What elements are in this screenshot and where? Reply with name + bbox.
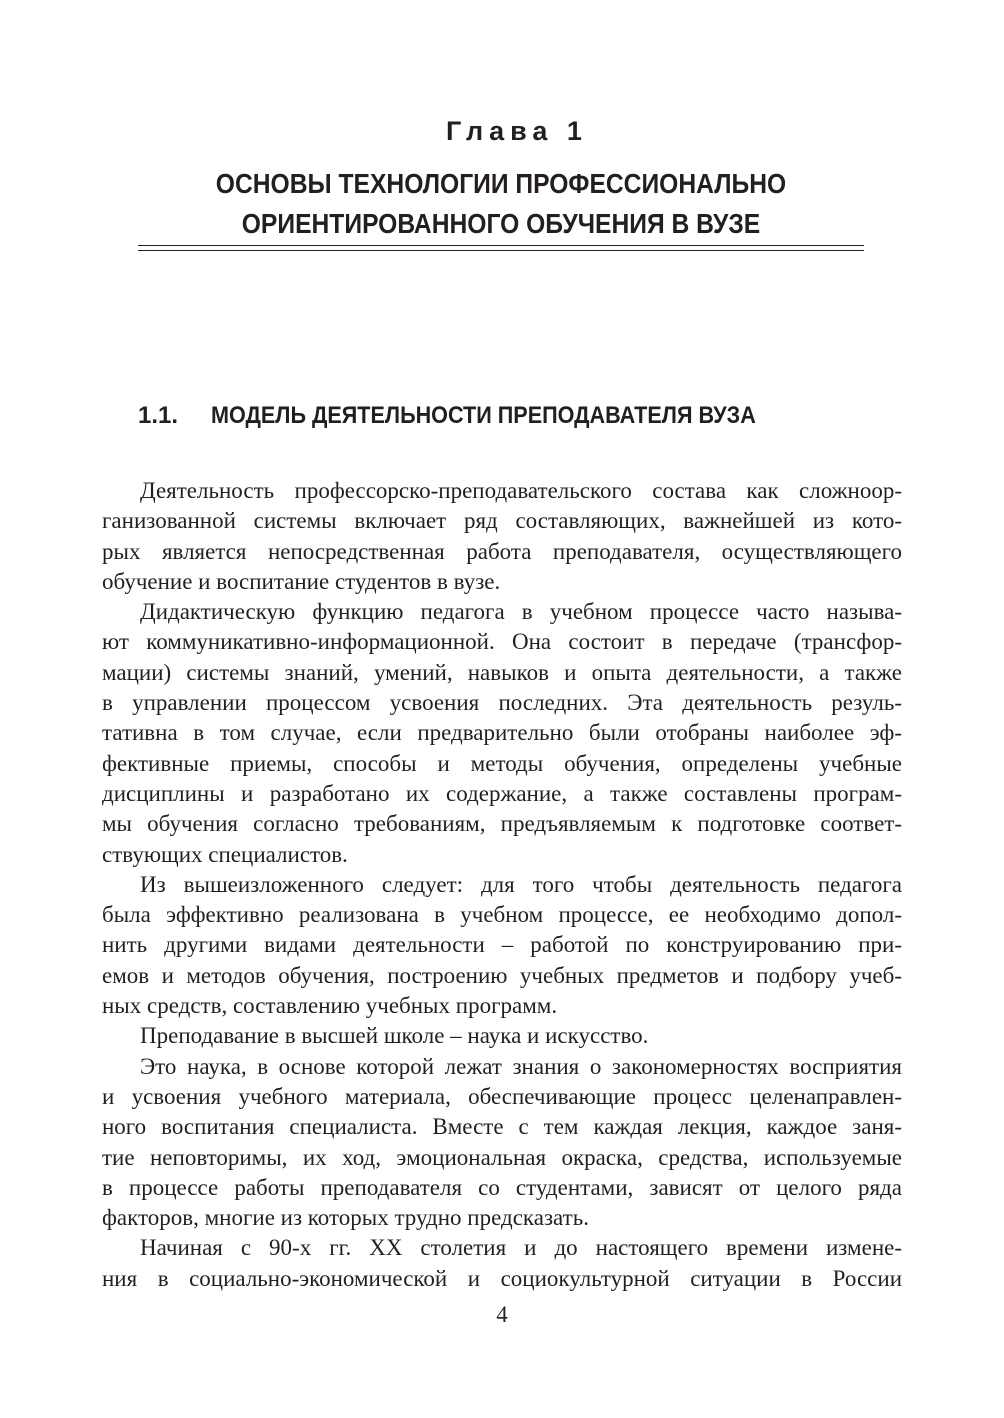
chapter-label: Глава 1	[446, 116, 588, 146]
text-line: была эффективно реализована в учебном процессе, ее необходимо допол-	[102, 902, 902, 928]
title-underline-rule	[138, 245, 864, 246]
section-title: МОДЕЛЬ ДЕЯТЕЛЬНОСТИ ПРЕПОДАВАТЕЛЯ ВУЗА	[211, 402, 756, 429]
text-line: ного воспитания специалиста. Вместе с тем каждая лекция, каждое заня-	[102, 1114, 902, 1140]
text-line: ствующих специалистов.	[102, 841, 348, 867]
text-line: дисциплины и разработано их содержание, а также составлены програм-	[102, 780, 902, 806]
section-number: 1.1.	[138, 402, 179, 429]
paragraph	[102, 1052, 902, 1234]
text-line: тативна в том случае, если предварительно были отобраны наиболее эф-	[102, 720, 902, 746]
paragraph	[102, 597, 902, 870]
paragraph	[102, 476, 902, 597]
text-line: ганизованной системы включает ряд составляющих, важнейшей из кото-	[102, 508, 902, 534]
title-underline-rule	[138, 250, 864, 251]
chapter-title	[182, 164, 821, 244]
page-number: 4	[496, 1302, 508, 1327]
text-line: обучение и воспитание студентов в вузе.	[102, 568, 501, 594]
text-line: ных средств, составлению учебных программ.	[102, 993, 558, 1019]
text-line: рых является непосредственная работа преподавателя, осуществляющего	[102, 538, 902, 564]
text-line: ют коммуникативно-информационной. Она состоит в передаче (трансфор-	[102, 629, 902, 655]
text-line: и усвоения учебного материала, обеспечивающие процесс целенаправлен-	[102, 1083, 902, 1109]
text-line: Преподавание в высшей школе – наука и искусство.	[140, 1023, 649, 1049]
paragraph	[102, 1233, 902, 1294]
paragraph	[102, 870, 902, 1021]
chapter-title-line: ОСНОВЫ ТЕХНОЛОГИИ ПРОФЕССИОНАЛЬНО	[215, 168, 787, 199]
text-line: фективные приемы, способы и методы обучения, определены учебные	[102, 750, 902, 776]
body-text	[102, 476, 902, 1294]
text-line: ния в социально-экономической и социокультурной ситуации в России	[102, 1265, 902, 1291]
text-line: Начиная с 90-х гг. XX столетия и до настоящего времени измене-	[140, 1235, 902, 1261]
text-line: факторов, многие из которых трудно предсказать.	[102, 1205, 589, 1231]
text-line: тие неповторимы, их ход, эмоциональная окраска, средства, используемые	[102, 1144, 902, 1170]
text-line: Это наука, в основе которой лежат знания о закономерностях восприятия	[140, 1053, 902, 1079]
paragraph	[102, 1021, 902, 1051]
text-line: Из вышеизложенного следует: для того чтобы деятельность педагога	[140, 871, 902, 897]
chapter-title-line: ОРИЕНТИРОВАННОГО ОБУЧЕНИЯ В ВУЗЕ	[241, 208, 761, 239]
text-line: мы обучения согласно требованиям, предъявляемым к подготовке соответ-	[102, 811, 902, 837]
text-line: нить другими видами деятельности – работой по конструированию при-	[102, 932, 902, 958]
text-line: в управлении процессом усвоения последних. Эта деятельность резуль-	[102, 690, 902, 716]
text-line: Деятельность профессорско-преподавательского состава как сложноор-	[140, 478, 902, 503]
text-line: мации) системы знаний, умений, навыков и опыта деятельности, а также	[102, 659, 902, 685]
text-line: в процессе работы преподавателя со студентами, зависят от целого ряда	[102, 1174, 902, 1200]
text-line: емов и методов обучения, построению учебных предметов и подбору учеб-	[102, 962, 902, 988]
section-heading	[138, 402, 864, 430]
text-line: Дидактическую функцию педагога в учебном процессе часто называ-	[140, 599, 902, 625]
